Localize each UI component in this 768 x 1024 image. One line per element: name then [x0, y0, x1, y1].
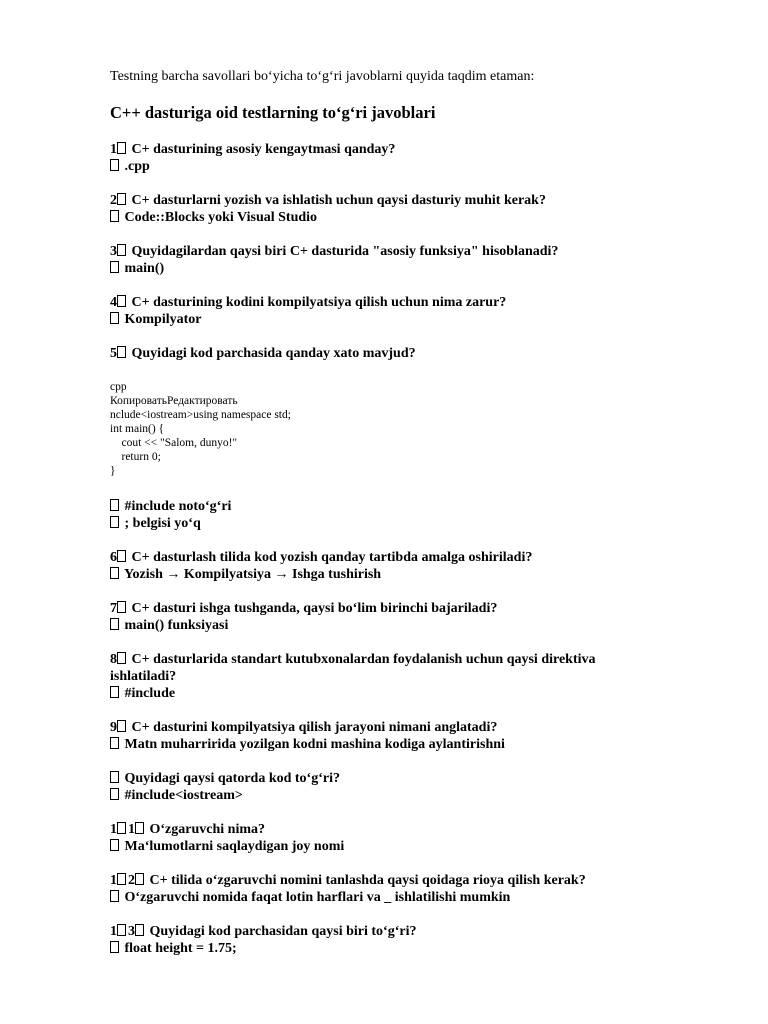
question-number: 1 [110, 822, 117, 837]
question-number: 3 [128, 924, 135, 939]
page-title: C++ dasturiga oid testlarning to‘g‘ri javoblari [110, 103, 436, 122]
question-number: 7 [110, 601, 117, 616]
question-7 [110, 600, 710, 634]
question-number: 1 [110, 924, 117, 939]
answer-text: Yozish → Kompilyatsiya → Ishga tushirish [123, 567, 382, 582]
answer-text: O‘zgaruvchi nomida faqat lotin harflari va _ ishlatilishi mumkin [124, 890, 511, 905]
answer-text: Kompilyator [124, 312, 202, 327]
missing-glyph-icon [135, 924, 144, 936]
missing-glyph-icon [117, 601, 126, 613]
answer-text: ; belgisi yo‘q [124, 516, 201, 531]
missing-glyph-icon [110, 516, 119, 528]
question-text: C+ dasturlarni yozish va ishlatish uchun qaysi dasturiy muhit kerak? [131, 193, 546, 208]
code-line: return 0; [110, 451, 161, 463]
question-text: C+ dasturining asosiy kengaytmasi qanday? [131, 142, 396, 157]
question-12 [110, 872, 710, 906]
question-6 [110, 549, 710, 583]
missing-glyph-icon [117, 550, 126, 562]
answer-text: #include [124, 686, 176, 701]
question-number: 9 [110, 720, 117, 735]
question-9 [110, 719, 710, 753]
code-line: } [110, 465, 116, 477]
question-text: Quyidagilardan qaysi biri C+ dasturida "asosiy funksiya" hisoblanadi? [131, 244, 559, 259]
missing-glyph-icon [117, 193, 126, 205]
missing-glyph-icon [110, 788, 119, 800]
answer-text: Code::Blocks yoki Visual Studio [124, 210, 318, 225]
missing-glyph-icon [117, 873, 126, 885]
missing-glyph-icon [110, 312, 119, 324]
missing-glyph-icon [110, 890, 119, 902]
missing-glyph-icon [110, 941, 119, 953]
missing-glyph-icon [135, 873, 144, 885]
missing-glyph-icon [110, 210, 119, 222]
question-text-continued: ishlatiladi? [110, 669, 177, 684]
question-number: 8 [110, 652, 117, 667]
question-10 [110, 770, 710, 804]
question-number: 1 [110, 142, 117, 157]
missing-glyph-icon [110, 159, 119, 171]
question-text: C+ dasturlash tilida kod yozish qanday tartibda amalga oshiriladi? [131, 550, 533, 565]
missing-glyph-icon [110, 737, 119, 749]
question-text: Quyidagi qaysi qatorda kod to‘g‘ri? [124, 771, 340, 786]
question-text: C+ dasturining kodini kompilyatsiya qilish uchun nima zarur? [131, 295, 507, 310]
intro-text: Testning barcha savollari bo‘yicha to‘g‘ri javoblarni quyida taqdim etaman: [110, 69, 535, 84]
answer-text: Ma‘lumotlarni saqlaydigan joy nomi [124, 839, 345, 854]
missing-glyph-icon [110, 261, 119, 273]
missing-glyph-icon [117, 346, 126, 358]
code-line: cpp [110, 381, 127, 393]
code-line: КопироватьРедактировать [110, 395, 238, 407]
question-number: 1 [110, 873, 117, 888]
question-8 [110, 651, 710, 702]
missing-glyph-icon [117, 652, 126, 664]
answer-text: main() [124, 261, 165, 276]
question-number: 2 [110, 193, 117, 208]
answer-text: main() funksiyasi [124, 618, 229, 633]
question-number: 3 [110, 244, 117, 259]
missing-glyph-icon [117, 924, 126, 936]
missing-glyph-icon [117, 720, 126, 732]
question-2 [110, 192, 710, 226]
answer-text: .cpp [124, 159, 150, 174]
missing-glyph-icon [117, 142, 126, 154]
question-13 [110, 923, 710, 957]
answer-text: #include noto‘g‘ri [124, 499, 232, 514]
answer-text: Matn muharririda yozilgan kodni mashina kodiga aylantirishni [124, 737, 505, 752]
missing-glyph-icon [117, 244, 126, 256]
question-text: C+ dasturlarida standart kutubxonalardan foydalanish uchun qaysi direktiva [131, 652, 596, 667]
missing-glyph-icon [110, 618, 119, 630]
answer-text: float height = 1.75; [124, 941, 237, 956]
document-page [110, 68, 710, 957]
missing-glyph-icon [110, 499, 119, 511]
code-line: cout << "Salom, dunyo!" [110, 437, 238, 449]
question-5 [110, 345, 710, 532]
missing-glyph-icon [117, 822, 126, 834]
question-4 [110, 294, 710, 328]
question-text: C+ tilida o‘zgaruvchi nomini tanlashda qaysi qoidaga rioya qilish kerak? [149, 873, 586, 888]
question-number: 6 [110, 550, 117, 565]
question-11 [110, 821, 710, 855]
question-text: C+ dasturini kompilyatsiya qilish jarayoni nimani anglatadi? [131, 720, 498, 735]
question-1 [110, 141, 710, 175]
code-line: int main() { [110, 423, 165, 435]
missing-glyph-icon [110, 839, 119, 851]
question-number: 4 [110, 295, 117, 310]
question-number: 2 [128, 873, 135, 888]
code-snippet [110, 380, 710, 478]
question-number: 1 [128, 822, 135, 837]
question-3 [110, 243, 710, 277]
missing-glyph-icon [110, 771, 119, 783]
question-text: C+ dasturi ishga tushganda, qaysi bo‘lim birinchi bajariladi? [131, 601, 498, 616]
question-text: Quyidagi kod parchasidan qaysi biri to‘g‘ri? [149, 924, 417, 939]
code-line: nclude<iostream>using namespace std; [110, 409, 291, 421]
missing-glyph-icon [135, 822, 144, 834]
answer-text: #include<iostream> [124, 788, 243, 803]
missing-glyph-icon [110, 686, 119, 698]
question-text: O‘zgaruvchi nima? [149, 822, 265, 837]
question-text: Quyidagi kod parchasida qanday xato mavjud? [131, 346, 416, 361]
missing-glyph-icon [110, 567, 119, 579]
question-number: 5 [110, 346, 117, 361]
missing-glyph-icon [117, 295, 126, 307]
